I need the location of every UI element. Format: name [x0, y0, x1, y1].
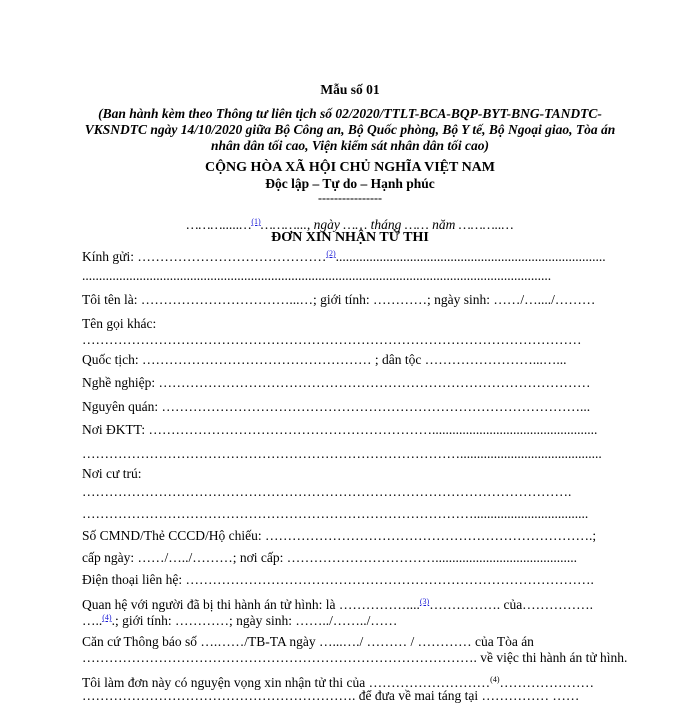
footnote-ref-4b: (4)	[490, 675, 500, 684]
quan-he-cont-after: .; giới tính: …………; ngày sinh: ……../……../……	[111, 613, 398, 628]
quan-he-before: Quan hệ với người đã bị thi hành án tử hình: là ……………....	[82, 597, 420, 612]
dktt-line: Nơi ĐKTT: ……………………………………………………….................................................	[82, 422, 598, 437]
kinh-gui-after: ................................................................................	[335, 249, 606, 264]
footnote-ref-1[interactable]: (1)	[251, 217, 261, 226]
cap-ngay-line: cấp ngày: ……/…../………; nơi cấp: ……………………………..........................................	[82, 550, 577, 565]
ten-khac-continuation: …………………………………………………………………………………………………	[82, 332, 582, 347]
kinh-gui-line	[82, 246, 606, 265]
dktt-continuation: …………………………………………………………………………..........................................	[82, 446, 602, 461]
nghe-nghiep-line: Nghề nghiệp: ……………………………………………………………………………………	[82, 375, 591, 390]
quoc-tich-line: Quốc tịch: …………………………………………… ; dân tộc ……………………...…...	[82, 352, 567, 367]
dien-thoai-line: Điện thoại liên hệ: ……………………………………………………………………………….	[82, 572, 594, 587]
ten-khac-label: Tên gọi khác:	[82, 316, 157, 331]
cu-tru-continuation-2: ……………………………………………………………………………..................................	[82, 506, 589, 521]
issuance-note-line-2: VKSNDTC ngày 14/10/2020 giữa Bộ Công an, Bộ Quốc phòng, Bộ Y tế, Bộ Ngoại giao, Tòa án	[84, 122, 616, 137]
footnote-ref-3[interactable]: (3)	[419, 597, 430, 606]
issuance-note-line-3: nhân dân tối cao, Viện kiểm sát nhân dân tối cao)	[211, 138, 489, 153]
separator: ----------------	[318, 191, 382, 205]
can-cu-line: Căn cứ Thông báo số ….……/TB-TA ngày …...…./ ……… / ………… của Tòa án	[82, 634, 534, 649]
national-title: CỘNG HÒA XÃ HỘI CHỦ NGHĨA VIỆT NAM	[204, 160, 495, 175]
issuance-note-line-1: (Ban hành kèm theo Thông tư liên tịch số 02/2020/TTLT-BCA-BQP-BYT-BNG-TANDTC-	[98, 106, 602, 121]
place-date-before: ……….....…	[186, 217, 252, 232]
quan-he-after: ……………. của…………….	[429, 597, 594, 612]
nguyen-vong-continuation: ……………………………………………………. để đưa về mai táng tại …………… ……	[82, 688, 580, 703]
nguyen-quan-line: Nguyên quán: …………………………………………………………………………………...	[82, 399, 591, 414]
nguyen-vong-after: …………………	[499, 675, 594, 690]
place-date-after: ………..., ngày …… tháng …… năm ………..…	[260, 217, 514, 232]
nguyen-vong-before: Tôi làm đơn này có nguyện vọng xin nhận tử thi của ………………………	[82, 675, 491, 690]
kinh-gui-continuation: ...........................................................................................................................................	[82, 268, 552, 283]
footnote-ref-2[interactable]: (2)	[326, 249, 336, 258]
kinh-gui-before: Kính gửi: ……………………………………	[82, 249, 327, 264]
cu-tru-label: Nơi cư trú:	[82, 466, 142, 481]
cmnd-line: Số CMND/Thẻ CCCD/Hộ chiếu: ……………………………………………………………….;	[82, 528, 597, 543]
form-title: ĐƠN XIN NHẬN TỬ THI	[271, 230, 429, 245]
quan-he-continuation	[82, 610, 397, 629]
footnote-ref-4[interactable]: (4)	[102, 613, 112, 622]
quan-he-cont-before: …..	[82, 613, 103, 628]
cu-tru-continuation-1: ……………………………………………………………………………………………….	[82, 484, 572, 499]
motto: Độc lập – Tự do – Hạnh phúc	[265, 176, 435, 191]
form-number: Mẫu số 01	[320, 82, 380, 97]
can-cu-continuation: ……………………………………………………………………………. về việc thi hành án tử hình.	[82, 650, 628, 665]
ten-line: Tôi tên là: ……………………………...…; giới tính: …………; ngày sinh: ……/…..../………	[82, 292, 596, 307]
